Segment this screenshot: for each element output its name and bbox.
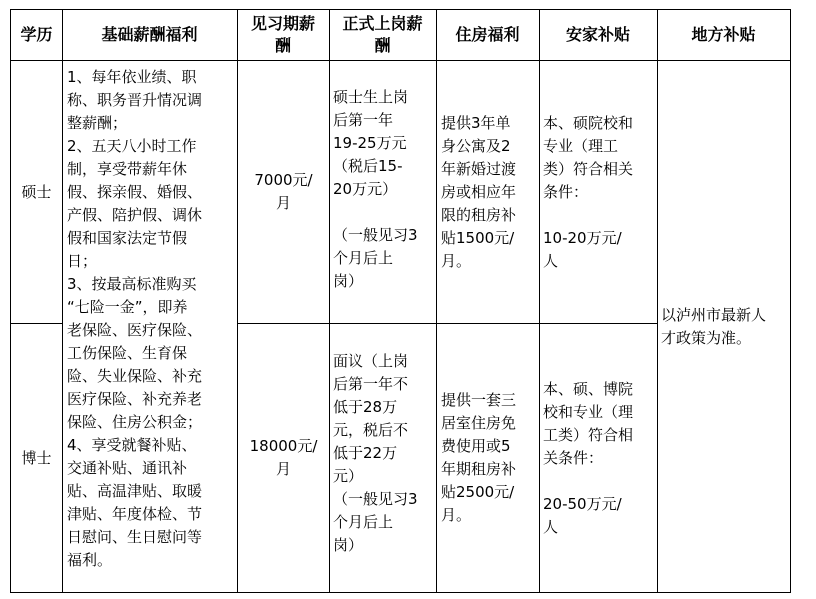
formal-pay-master: 硕士生上岗 后第一年 19-25万元 （税后15- 20万元） （一般见习3 个月后上 岗） xyxy=(333,88,418,290)
local-subsidy-text: 以泸州市最新人 才政策为准。 xyxy=(661,305,767,347)
header-basic-benefits: 基础薪酬福利 xyxy=(101,25,198,44)
trainee-pay-phd: 18000元/ 月 xyxy=(249,437,318,478)
settle-subsidy-master: 本、硕院校和 专业（理工 类）符合相关 条件： 10-20万元/ 人 xyxy=(543,113,634,270)
column-divider xyxy=(436,10,437,592)
recruitment-benefits-table xyxy=(10,9,791,593)
housing-phd: 提供一套三 居室住房免 费使用或5 年期租房补 贴2500元/ 月。 xyxy=(441,391,517,524)
basic-benefits-text: 1、每年依业绩、职 称、职务晋升情况调 整薪酬； 2、五天八小时工作 制，享受带薪年休 假、探亲假、婚假、 产假、陪护假、调休 假和国家法定节假 日； 3、按最高标准购买 “七险一金”，即养 老保险、医疗保险、 工伤保险、生育保 险、失业保险、补充 医疗保险、补充养老 保险、住房公积金； 4、享受就餐补贴、 交通补贴、通讯补 贴、高温津贴、取暖 津贴、年度体检、节 日慰问、生日慰问等 福利。 xyxy=(67,68,203,569)
header-degree: 学历 xyxy=(20,25,53,44)
column-divider xyxy=(657,10,658,592)
settle-subsidy-phd: 本、硕、博院 校和专业（理 工类）符合相 关条件： 20-50万元/ 人 xyxy=(543,379,634,536)
formal-pay-phd: 面议（上岗 后第一年不 低于28万 元，税后不 低于22万 元） （一般见习3 个月后上 岗） xyxy=(333,352,418,554)
column-divider xyxy=(539,10,540,592)
header-local-subsidy: 地方补贴 xyxy=(691,25,756,44)
header-housing: 住房福利 xyxy=(455,25,520,44)
header-formal-pay: 正式上岗薪 酬 xyxy=(342,14,423,55)
degree-phd: 博士 xyxy=(21,448,52,467)
housing-master: 提供3年单 身公寓及2 年新婚过渡 房或相应年 限的租房补 贴1500元/ 月。 xyxy=(441,113,517,270)
header-settle-subsidy: 安家补贴 xyxy=(565,25,630,44)
column-divider xyxy=(329,10,330,592)
trainee-pay-master: 7000元/ 月 xyxy=(254,171,313,212)
header-trainee-pay: 见习期薪 酬 xyxy=(250,14,315,55)
column-divider xyxy=(62,10,63,592)
degree-master: 硕士 xyxy=(21,182,52,201)
